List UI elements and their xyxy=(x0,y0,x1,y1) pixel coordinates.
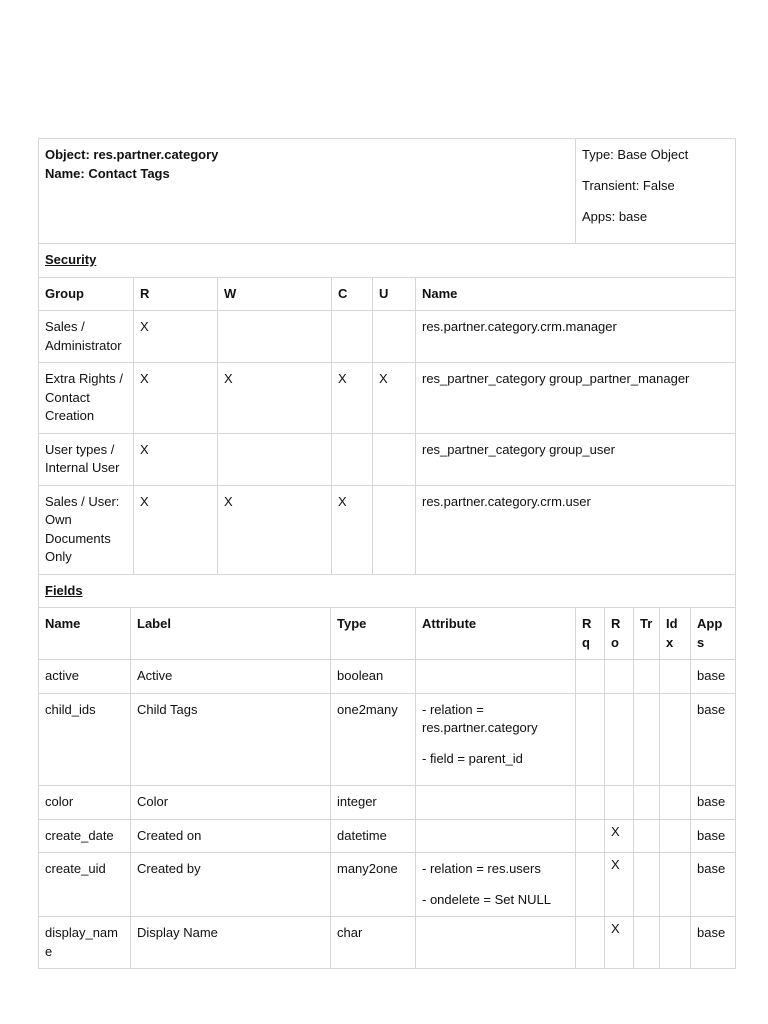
table-row xyxy=(39,433,736,485)
r-cell: X xyxy=(134,363,218,434)
field-label-cell: Color xyxy=(131,786,331,820)
idx-cell xyxy=(660,853,691,917)
col-field-name: Name xyxy=(39,608,131,660)
transient-line: Transient: False xyxy=(582,178,675,193)
tr-cell xyxy=(634,660,660,694)
c-cell: X xyxy=(332,363,373,434)
apps-line: Apps: base xyxy=(582,209,648,224)
col-label: Label xyxy=(131,608,331,660)
rule-name-cell: res.partner.category.crm.manager xyxy=(416,311,736,363)
table-row xyxy=(39,917,736,969)
col-rq: Rq xyxy=(576,608,605,660)
col-u: U xyxy=(373,277,416,311)
w-cell: X xyxy=(218,363,332,434)
field-label-cell: Created on xyxy=(131,819,331,853)
tr-cell xyxy=(634,786,660,820)
object-identity-cell xyxy=(39,139,576,244)
group-cell: Extra Rights / Contact Creation xyxy=(39,363,134,434)
u-cell: X xyxy=(373,363,416,434)
field-type-cell: char xyxy=(331,917,416,969)
document-page xyxy=(38,138,735,969)
r-cell: X xyxy=(134,311,218,363)
security-title: Security xyxy=(45,252,97,267)
fields-section-title xyxy=(39,574,736,608)
field-label-cell: Created by xyxy=(131,853,331,917)
fields-header-row xyxy=(39,608,736,660)
field-attribute-cell xyxy=(416,786,576,820)
idx-cell xyxy=(660,917,691,969)
object-header-table xyxy=(38,138,736,244)
idx-cell xyxy=(660,819,691,853)
table-row xyxy=(39,693,736,786)
table-row xyxy=(39,485,736,574)
object-meta-cell xyxy=(576,139,736,244)
field-attribute-cell xyxy=(416,819,576,853)
rq-cell xyxy=(576,693,605,786)
col-name: Name xyxy=(416,277,736,311)
field-label-cell: Display Name xyxy=(131,917,331,969)
table-row xyxy=(39,819,736,853)
attribute-line: - ondelete = Set NULL xyxy=(422,891,551,907)
col-idx: Idx xyxy=(660,608,691,660)
ro-cell: X xyxy=(605,819,634,853)
rq-cell xyxy=(576,853,605,917)
w-cell xyxy=(218,311,332,363)
attribute-line: - relation = res.users xyxy=(422,861,541,876)
r-cell: X xyxy=(134,433,218,485)
field-type-cell: one2many xyxy=(331,693,416,786)
field-attribute-cell xyxy=(416,917,576,969)
rq-cell xyxy=(576,819,605,853)
security-table xyxy=(38,243,736,575)
field-type-cell: integer xyxy=(331,786,416,820)
field-name-cell: create_date xyxy=(39,819,131,853)
rq-cell xyxy=(576,786,605,820)
fields-table xyxy=(38,574,736,970)
apps-cell: base xyxy=(691,693,736,786)
ro-cell xyxy=(605,786,634,820)
table-row xyxy=(39,311,736,363)
rq-cell xyxy=(576,660,605,694)
field-name-cell: active xyxy=(39,660,131,694)
fields-title: Fields xyxy=(45,582,83,598)
apps-cell: base xyxy=(691,786,736,820)
field-type-cell: boolean xyxy=(331,660,416,694)
rq-cell xyxy=(576,917,605,969)
rule-name-cell: res_partner_category group_partner_manager xyxy=(416,363,736,434)
idx-cell xyxy=(660,786,691,820)
type-line: Type: Base Object xyxy=(582,147,689,162)
c-cell xyxy=(332,433,373,485)
w-cell: X xyxy=(218,485,332,574)
apps-cell: base xyxy=(691,660,736,694)
col-apps: Apps xyxy=(691,608,736,660)
tr-cell xyxy=(634,917,660,969)
attribute-line: - relation = res.partner.category xyxy=(422,701,538,735)
u-cell xyxy=(373,433,416,485)
col-group: Group xyxy=(39,277,134,311)
table-row xyxy=(39,786,736,820)
security-section-title xyxy=(39,244,736,278)
field-name-cell: create_uid xyxy=(39,853,131,917)
tr-cell xyxy=(634,693,660,786)
col-c: C xyxy=(332,277,373,311)
attribute-line: - field = parent_id xyxy=(422,750,523,766)
idx-cell xyxy=(660,660,691,694)
r-cell: X xyxy=(134,485,218,574)
group-cell: User types / Internal User xyxy=(39,433,134,485)
field-attribute-cell xyxy=(416,660,576,694)
col-type: Type xyxy=(331,608,416,660)
table-row xyxy=(39,853,736,917)
col-attribute: Attribute xyxy=(416,608,576,660)
col-w: W xyxy=(218,277,332,311)
apps-cell: base xyxy=(691,853,736,917)
rule-name-cell: res.partner.category.crm.user xyxy=(416,485,736,574)
field-name-cell: color xyxy=(39,786,131,820)
field-attribute-cell xyxy=(416,693,576,786)
col-ro: Ro xyxy=(605,608,634,660)
apps-cell: base xyxy=(691,917,736,969)
u-cell xyxy=(373,311,416,363)
tr-cell xyxy=(634,853,660,917)
field-name-cell: display_name xyxy=(39,917,131,969)
field-label-cell: Child Tags xyxy=(131,693,331,786)
field-type-cell: datetime xyxy=(331,819,416,853)
field-type-cell: many2one xyxy=(331,853,416,917)
idx-cell xyxy=(660,693,691,786)
field-label-cell: Active xyxy=(131,660,331,694)
group-cell: Sales / User: Own Documents Only xyxy=(39,485,134,574)
field-attribute-cell xyxy=(416,853,576,917)
tr-cell xyxy=(634,819,660,853)
c-cell xyxy=(332,311,373,363)
table-row xyxy=(39,660,736,694)
ro-cell: X xyxy=(605,853,634,917)
ro-cell xyxy=(605,660,634,694)
group-cell: Sales / Administrator xyxy=(39,311,134,363)
ro-cell xyxy=(605,693,634,786)
field-name-cell: child_ids xyxy=(39,693,131,786)
c-cell: X xyxy=(332,485,373,574)
w-cell xyxy=(218,433,332,485)
col-tr: Tr xyxy=(634,608,660,660)
object-line: Object: res.partner.category xyxy=(45,147,219,162)
table-row xyxy=(39,363,736,434)
name-line: Name: Contact Tags xyxy=(45,165,170,181)
u-cell xyxy=(373,485,416,574)
rule-name-cell: res_partner_category group_user xyxy=(416,433,736,485)
col-r: R xyxy=(134,277,218,311)
ro-cell: X xyxy=(605,917,634,969)
apps-cell: base xyxy=(691,819,736,853)
security-header-row xyxy=(39,277,736,311)
